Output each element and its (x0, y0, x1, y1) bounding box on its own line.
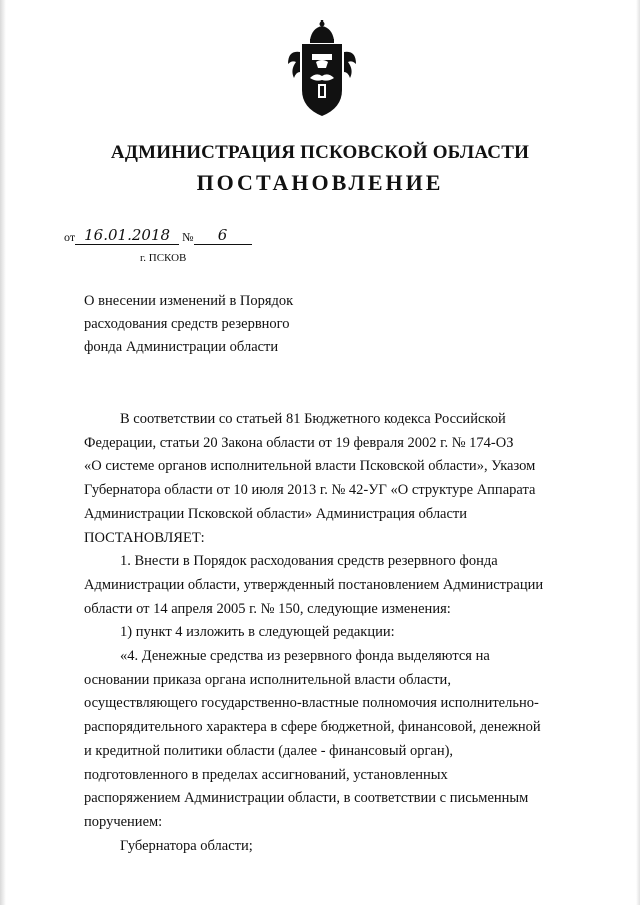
pskov-coat-of-arms-icon (282, 20, 362, 120)
document-date: 16.01.2018 (75, 226, 179, 245)
body-line: осуществляющего государственно-властные полномочия исполнительно- (84, 695, 539, 712)
body-line: 1) пункт 4 изложить в следующей редакции: (120, 624, 395, 641)
scan-edge-left (0, 0, 6, 905)
body-line: 1. Внести в Порядок расходования средств резервного фонда (120, 553, 498, 570)
number-prefix: № (182, 230, 194, 244)
city-label: г. ПСКОВ (140, 252, 187, 264)
subject-line: фонда Администрации области (84, 339, 279, 355)
body-line: «4. Денежные средства из резервного фонда выделяются на (120, 648, 490, 665)
body-line: В соответствии со статьей 81 Бюджетного кодекса Российской (120, 411, 506, 427)
body-line: Федерации, статьи 20 Закона области от 19 февраля 2002 г. № 174-ОЗ (84, 434, 514, 451)
date-prefix: от (64, 230, 76, 244)
document-subject (84, 290, 374, 359)
body-line: Губернатора области; (120, 837, 253, 854)
scan-edge-right (636, 0, 640, 905)
date-number-line (64, 226, 252, 248)
body-line: Администрации Псковской области» Администрация области (84, 505, 468, 522)
body-line: подготовленного в пределах ассигнований, установленных (84, 766, 448, 783)
body-line: Губернатора области от 10 июля 2013 г. № 42-УГ «О структуре Аппарата (84, 482, 536, 499)
body-line: ПОСТАНОВЛЯЕТ: (84, 529, 205, 546)
body-line: распоряжением Администрации области, в соответствии с письменным (84, 790, 529, 807)
document-number: 6 (194, 226, 252, 245)
body-line: «О системе органов исполнительной власти Псковской области», Указом (84, 458, 536, 475)
document-body (84, 408, 599, 858)
subject-line: расходования средств резервного (84, 316, 290, 332)
body-line: распорядительного характера в сфере бюджетной, финансовой, денежной (84, 719, 541, 736)
subject-line: О внесении изменений в Порядок (84, 293, 294, 309)
body-line: основании приказа органа исполнительной власти области, (84, 671, 451, 688)
body-line: области от 14 апреля 2005 г. № 150, следующие изменения: (84, 600, 451, 617)
document-type-title: ПОСТАНОВЛЕНИЕ (196, 170, 444, 195)
organization-title: АДМИНИСТРАЦИЯ ПСКОВСКОЙ ОБЛАСТИ (110, 142, 530, 163)
body-line: Администрации области, утвержденный постановлением Администрации (84, 576, 544, 593)
body-line: поручением: (84, 813, 163, 830)
body-line: и кредитной политики области (далее - финансовый орган), (84, 742, 454, 759)
